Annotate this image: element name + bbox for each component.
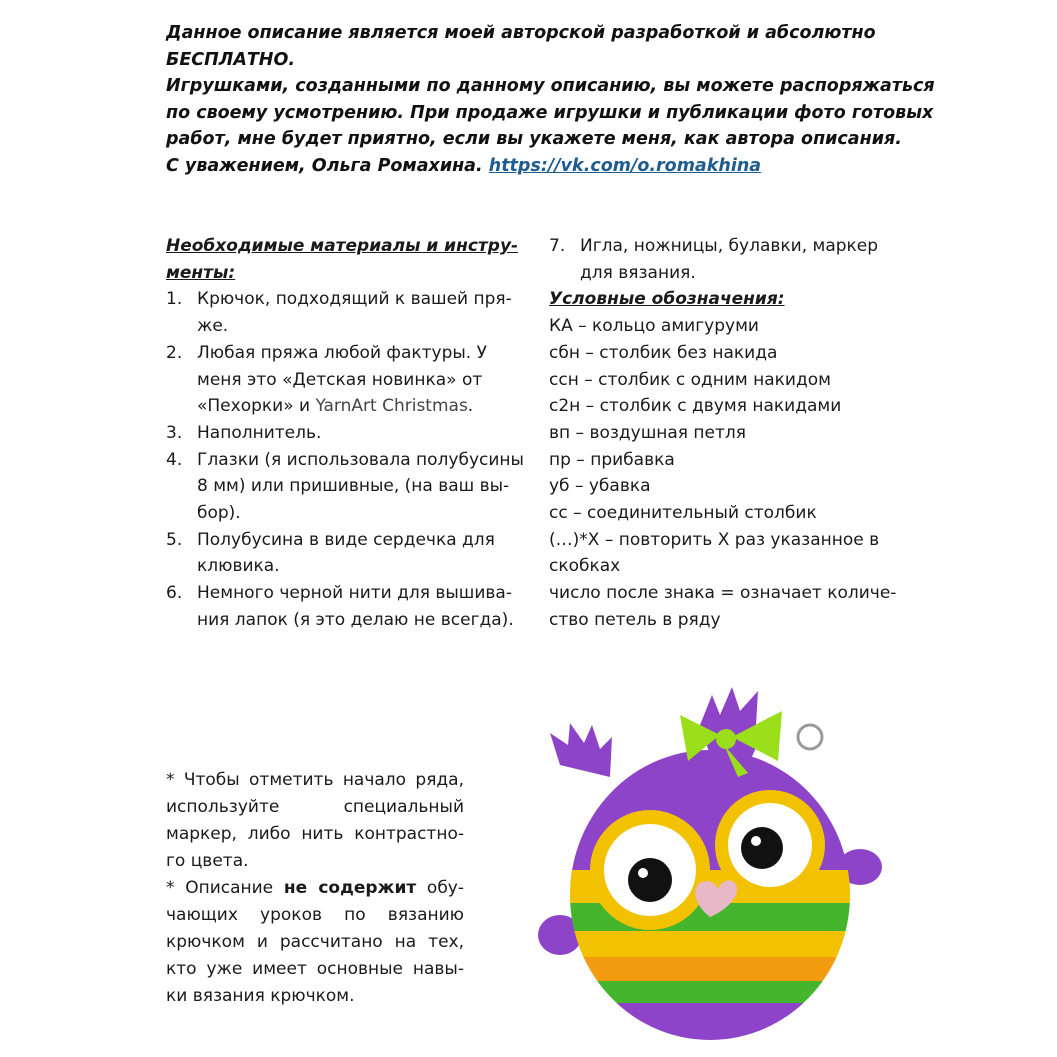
legend-heading: Условные обозначения: [549,289,785,310]
item-text: Любая пряжа любой фактуры. У меня это «Детская новинка» от «Пехорки» и [197,342,487,417]
intro-line-2: Игрушками, созданными по данному описанию, вы можете распоряжаться по своему усмотрению. При продаже игрушки и публикации фото готовых работ, мне будет приятно, если вы укажете меня, как автора описания. [166,76,935,149]
item-text: Крючок, подходящий к вашей пря-же. [197,289,512,337]
item-number: 1. [166,289,183,310]
item-text: Игла, ножницы, булавки, маркер для вязания. [580,236,879,283]
item-number: 4. [166,449,183,470]
materials-list [166,286,528,633]
materials-heading: Необходимые материалы и инстру-менты: [166,236,519,283]
item-text: Полубусина в виде сердечка для клювика. [197,529,495,577]
materials-list-continued [549,233,909,286]
item-text: Глазки (я использовала полубусины 8 мм) или пришивные, (на ваш вы-бор). [197,449,524,524]
note-marker: * Чтобы отметить начало ряда, используйте специальный маркер, либо нить контрастно-го цвета. [166,770,464,871]
item-number: 6. [166,583,183,604]
yarn-brand: YarnArt Christmas [315,396,468,417]
materials-item [166,447,528,527]
materials-section [166,233,528,634]
materials-item [166,286,528,339]
signature: С уважением, Ольга Ромахина. [166,155,483,176]
item-text: Наполнитель. [197,422,322,443]
author-link[interactable]: https://vk.com/o.romakhina [488,155,762,176]
crochet-owl-image [520,665,900,1057]
note-disclaimer [166,875,464,1010]
item-number: 3. [166,422,183,443]
materials-item [166,420,528,447]
legend-item: с2н – столбик с двумя накидами [549,396,842,417]
item-number: 5. [166,529,183,550]
legend-item: (…)*Х – повторить Х раз указанное в скобках [549,529,880,577]
intro-line-1: Данное описание является моей авторской разработкой и абсолютно БЕСПЛАТНО. [166,23,876,70]
materials-item [549,233,909,286]
intro-text [166,20,936,179]
legend-item: сс – соединительный столбик [549,503,817,524]
item-text-end: . [467,396,474,417]
note-text-end: обу-чающих уроков по вязанию крючком и рассчитано на тех, кто уже имеет основные навы-ки вязания крючком. [166,878,465,1006]
item-number: 7. [549,236,566,256]
notes-section [166,767,464,1010]
legend-item: КА – кольцо амигуруми [549,316,759,337]
legend-item: число после знака = означает количе-ство петель в ряду [549,583,897,630]
materials-item [166,527,528,580]
item-number: 2. [166,342,183,363]
legend-item: пр – прибавка [549,449,675,470]
legend-item: вп – воздушная петля [549,422,747,443]
note-text: * Описание [166,878,284,898]
legend-item: уб – убавка [549,476,651,497]
intro-signature-line [166,153,936,180]
legend-item: сбн – столбик без накида [549,342,778,363]
materials-item [166,580,528,633]
legend-section [549,233,909,634]
left-ear-tuft [550,723,612,777]
note-bold: не содержит [283,878,417,898]
materials-item [166,340,528,420]
item-text: Немного черной нити для вышива-ния лапок (я это делаю не всегда). [197,583,514,630]
legend-item: ссн – столбик с одним накидом [549,369,831,390]
